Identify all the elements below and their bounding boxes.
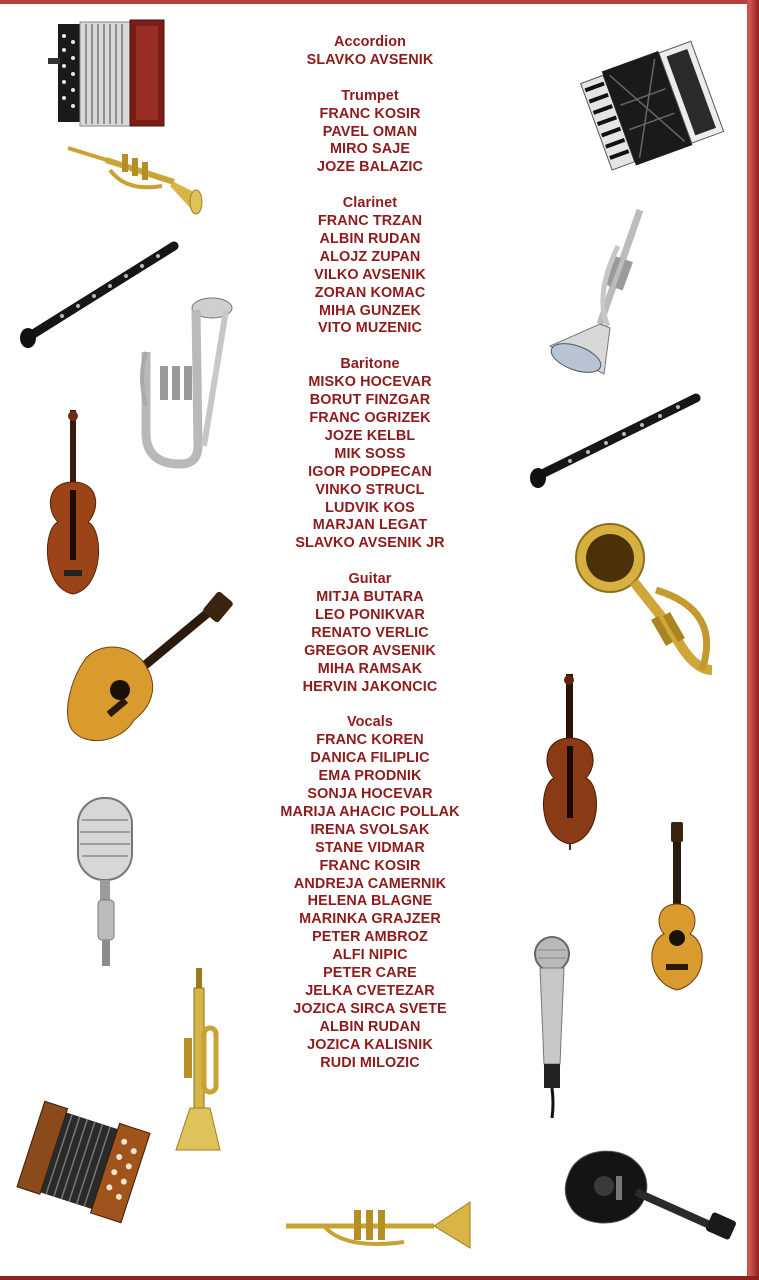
microphone-icon: [72, 796, 138, 968]
musician-name: GREGOR AVSENIK: [304, 642, 436, 659]
musician-name: JOZE BALAZIC: [317, 159, 423, 176]
trumpet-icon: [170, 968, 226, 1158]
musician-name: ALBIN RUDAN: [319, 230, 421, 247]
musician-name: JOZICA KALISNIK: [307, 1036, 433, 1053]
musician-name: PETER CARE: [323, 965, 417, 982]
musician-name: MARJAN LEGAT: [312, 517, 428, 534]
musician-name: FRANC KOSIR: [319, 105, 421, 122]
cello-icon: [536, 674, 604, 850]
section-baritone: [190, 356, 550, 553]
section-heading: Guitar: [348, 571, 392, 588]
musician-name: STANE VIDMAR: [315, 839, 425, 856]
musician-name: ALOJZ ZUPAN: [319, 248, 421, 265]
musician-name: JOZICA SIRCA SVETE: [293, 1000, 447, 1017]
musician-name: EMA PRODNIK: [318, 768, 422, 785]
musician-name: SLAVKO AVSENIK JR: [295, 535, 445, 552]
musician-name: HELENA BLAGNE: [307, 893, 433, 910]
musician-name: ALFI NIPIC: [332, 947, 408, 964]
section-heading: Clarinet: [342, 195, 398, 212]
musician-name: MITJA BUTARA: [316, 589, 424, 606]
musician-name: MIK SOSS: [334, 445, 406, 462]
musician-name: LUDVIK KOS: [325, 499, 415, 516]
trumpet-icon: [66, 140, 206, 216]
trumpet-icon: [284, 1196, 474, 1256]
top-border: [0, 0, 759, 4]
clarinet-icon: [528, 392, 700, 492]
musician-name: MARIJA AHACIC POLLAK: [280, 803, 460, 820]
musician-name: FRANC TRZAN: [317, 213, 423, 230]
musician-name: FRANC OGRIZEK: [309, 409, 431, 426]
section-vocals: [190, 714, 550, 1072]
musician-name: JOZE KELBL: [324, 427, 416, 444]
musician-name: VILKO AVSENIK: [314, 266, 426, 283]
section-heading: Baritone: [340, 356, 400, 373]
musician-name: HERVIN JAKONCIC: [302, 678, 438, 695]
handheld-microphone-icon: [532, 936, 572, 1120]
black-guitar-icon: [562, 1136, 738, 1246]
musician-name: VINKO STRUCL: [315, 481, 425, 498]
musician-name: RUDI MILOZIC: [320, 1054, 420, 1071]
musician-name: ZORAN KOMAC: [314, 284, 426, 301]
musician-name: MISKO HOCEVAR: [308, 374, 432, 391]
musician-roster: [190, 34, 550, 1090]
section-trumpet: [190, 88, 550, 178]
musician-name: FRANC KOSIR: [319, 857, 421, 874]
accordion-icon: [48, 18, 166, 128]
piano-accordion-icon: [582, 34, 724, 174]
section-clarinet: [190, 195, 550, 338]
section-heading: Vocals: [347, 714, 393, 731]
musician-name: RENATO VERLIC: [311, 624, 429, 641]
musician-name: PAVEL OMAN: [322, 123, 418, 140]
violin-icon: [40, 410, 106, 596]
button-accordion-icon: [20, 1106, 144, 1230]
musician-name: MIHA RAMSAK: [317, 660, 423, 677]
musician-name: MARINKA GRAJZER: [299, 911, 441, 928]
musician-name: FRANC KOREN: [316, 732, 424, 749]
musician-name: MIHA GUNZEK: [318, 302, 422, 319]
musician-name: ANDREJA CAMERNIK: [293, 875, 447, 892]
musician-name: IGOR PODPECAN: [308, 463, 432, 480]
musician-name: PETER AMBROZ: [312, 929, 428, 946]
musician-name: SONJA HOCEVAR: [307, 785, 433, 802]
musician-name: SLAVKO AVSENIK: [306, 51, 434, 68]
section-guitar: [190, 571, 550, 696]
section-accordion: [190, 34, 550, 70]
musician-name: LEO PONIKVAR: [315, 606, 425, 623]
trumpet-icon: [548, 206, 648, 378]
bottom-border: [0, 1276, 759, 1280]
musician-name: MIRO SAJE: [329, 141, 411, 158]
musician-name: VITO MUZENIC: [317, 320, 423, 337]
section-heading: Trumpet: [341, 87, 399, 104]
musician-name: DANICA FILIPLIC: [310, 750, 430, 767]
musician-name: BORUT FINZGAR: [309, 392, 431, 409]
acoustic-guitar-icon: [642, 822, 712, 992]
musician-name: JELKA CVETEZAR: [305, 982, 435, 999]
musician-name: IRENA SVOLSAK: [310, 821, 430, 838]
musician-name: ALBIN RUDAN: [319, 1018, 421, 1035]
acoustic-guitar-icon: [66, 592, 230, 748]
baritone-icon: [572, 520, 724, 688]
section-heading: Accordion: [333, 34, 407, 50]
right-border: [749, 0, 759, 1280]
baritone-icon: [140, 296, 236, 468]
